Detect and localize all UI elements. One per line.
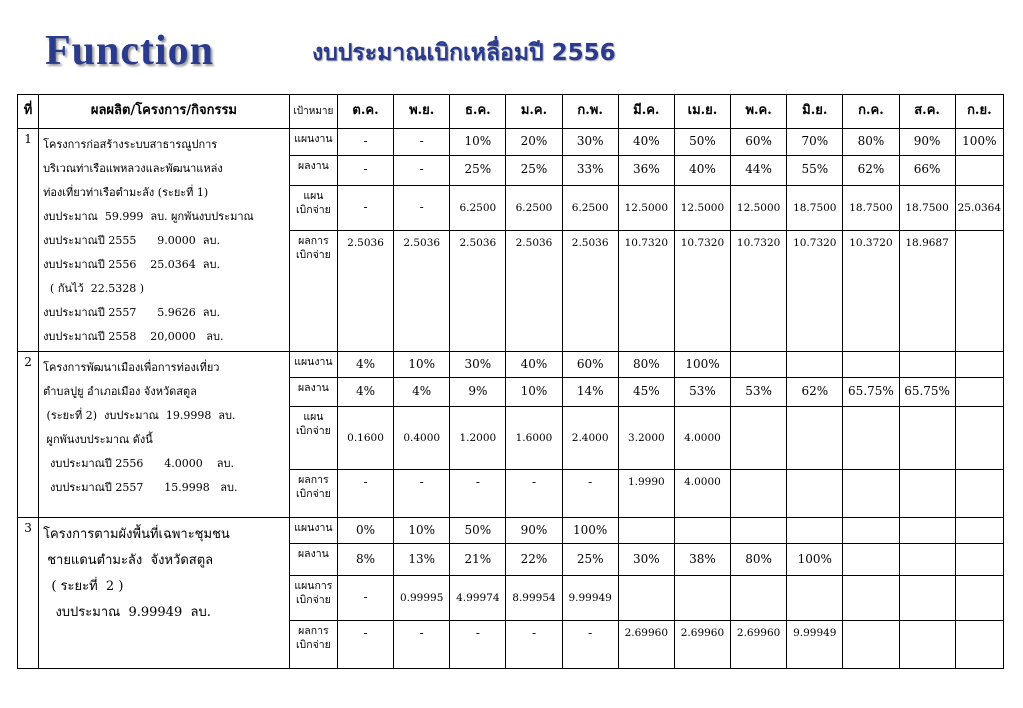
target-label: แผนงาน [289,352,337,378]
month-value-cell: 2.69960 [674,621,730,669]
header-month: ม.ค. [506,95,562,129]
month-value-cell: - [562,470,618,518]
month-value-cell: 0.99995 [394,576,450,621]
project-description-line: ผูกพันงบประมาณ ดังนี้ [43,433,153,446]
month-value-cell: 14% [562,378,618,407]
month-value-cell: 80% [731,544,787,576]
month-value-cell: - [394,155,450,185]
target-label: แผน เบิกจ่าย [289,407,337,470]
project-description-line: บริเวณท่าเรือแพหลวงและพัฒนาแหล่ง [43,162,223,175]
month-value-cell: 90% [899,129,955,156]
month-value-cell [843,407,899,470]
month-value-cell: - [506,621,562,669]
month-value-cell: 18.7500 [787,185,843,230]
month-value-cell [843,518,899,544]
month-value-cell: - [394,470,450,518]
month-value-cell: 3.2000 [618,407,674,470]
month-value-cell [731,576,787,621]
month-value-cell [899,407,955,470]
header-month: มิ.ย. [787,95,843,129]
month-value-cell: 8.99954 [506,576,562,621]
project-index: 1 [18,129,39,352]
month-value-cell [731,407,787,470]
month-value-cell: 21% [450,544,506,576]
target-label: แผนงาน [289,129,337,156]
project-description-line: งบประมาณปี 2558 20,0000 ลบ. [43,330,224,343]
month-value-cell: 2.69960 [618,621,674,669]
month-value-cell: 38% [674,544,730,576]
month-value-cell: 0.1600 [337,407,393,470]
month-value-cell: 2.5036 [450,230,506,351]
month-value-cell: 18.7500 [899,185,955,230]
month-value-cell [787,407,843,470]
month-value-cell: 6.2500 [450,185,506,230]
month-value-cell [955,352,1003,378]
month-value-cell: 65.75% [899,378,955,407]
month-value-cell [843,352,899,378]
month-value-cell: - [337,155,393,185]
month-value-cell [899,470,955,518]
project-index: 3 [18,518,39,669]
month-value-cell: 2.69960 [731,621,787,669]
month-value-cell [955,407,1003,470]
month-value-cell: 50% [450,518,506,544]
project-description-line: งบประมาณปี 2557 15.9998 ลบ. [43,481,238,494]
month-value-cell: 9% [450,378,506,407]
project-description-line: ( กันไว้ 22.5328 ) [43,282,145,295]
month-value-cell: 10.7320 [618,230,674,351]
project-index: 2 [18,352,39,518]
month-value-cell: 2.5036 [337,230,393,351]
month-value-cell: 70% [787,129,843,156]
month-value-cell: 22% [506,544,562,576]
month-value-cell: 90% [506,518,562,544]
header-month: ก.พ. [562,95,618,129]
month-value-cell: 30% [450,352,506,378]
month-value-cell: - [394,621,450,669]
target-label: ผลการ เบิกจ่าย [289,470,337,518]
project-description-line: โครงการก่อสร้างระบบสาธารณูปการ [43,138,218,151]
header-index: ที่ [18,95,39,129]
table-body [18,129,1004,669]
month-value-cell: 20% [506,129,562,156]
month-value-cell [787,352,843,378]
month-value-cell: 40% [674,155,730,185]
header-target: เป้าหมาย [289,95,337,129]
month-value-cell [731,518,787,544]
header-month: เม.ย. [674,95,730,129]
month-value-cell: 65.75% [843,378,899,407]
project-description-line: โครงการตามผังพื้นที่เฉพาะชุมชน [43,527,230,542]
month-value-cell [843,470,899,518]
page-subtitle: งบประมาณเบิกเหลื่อมปี 2556 [312,40,616,66]
month-value-cell [955,544,1003,576]
month-value-cell: 6.2500 [562,185,618,230]
month-value-cell: 80% [618,352,674,378]
month-value-cell: - [506,470,562,518]
month-value-cell [618,518,674,544]
month-value-cell: 2.5036 [562,230,618,351]
month-value-cell [787,470,843,518]
project-description-line: งบประมาณ 59.999 ลบ. ผูกพันงบประมาณ [43,210,254,223]
month-value-cell: 40% [506,352,562,378]
month-value-cell [955,230,1003,351]
month-value-cell: 100% [787,544,843,576]
project-description-line: งบประมาณ 9.99949 ลบ. [43,605,211,620]
month-value-cell: 4.99974 [450,576,506,621]
month-value-cell: 36% [618,155,674,185]
month-value-cell: 6.2500 [506,185,562,230]
month-value-cell: 62% [787,378,843,407]
month-value-cell [955,621,1003,669]
project-description-line: งบประมาณปี 2556 4.0000 ลบ. [43,457,234,470]
project-description-line: งบประมาณปี 2557 5.9626 ลบ. [43,306,221,319]
project-description [39,518,290,669]
month-value-cell: 4% [337,378,393,407]
month-value-cell [955,378,1003,407]
month-value-cell [787,518,843,544]
project-description-line: ตำบลปูยู อำเภอเมือง จังหวัดสตูล [43,385,197,398]
month-value-cell: 60% [562,352,618,378]
project-description-line: ( ระยะที่ 2 ) [43,579,124,594]
month-value-cell: - [562,621,618,669]
month-value-cell: 50% [674,129,730,156]
month-value-cell: 13% [394,544,450,576]
month-value-cell: 12.5000 [618,185,674,230]
project-description-line: (ระยะที่ 2) งบประมาณ 19.9998 ลบ. [43,409,236,422]
month-value-cell [899,352,955,378]
project-description [39,352,290,518]
month-value-cell [899,518,955,544]
month-value-cell: 25.0364 [955,185,1003,230]
month-value-cell: 2.4000 [562,407,618,470]
target-label: ผลงาน [289,155,337,185]
month-value-cell [843,544,899,576]
month-value-cell: 60% [731,129,787,156]
month-value-cell [731,352,787,378]
month-value-cell [843,621,899,669]
month-value-cell: - [450,470,506,518]
month-value-cell: - [394,129,450,156]
month-value-cell: - [337,470,393,518]
month-value-cell: 10.3720 [843,230,899,351]
month-value-cell: - [337,576,393,621]
month-value-cell [955,470,1003,518]
month-value-cell: - [394,185,450,230]
month-value-cell: 53% [674,378,730,407]
month-value-cell [674,518,730,544]
month-value-cell: 30% [618,544,674,576]
header-month: ก.ย. [955,95,1003,129]
month-value-cell: 33% [562,155,618,185]
project-description-line: โครงการพัฒนาเมืองเพื่อการท่องเที่ยว [43,361,220,374]
target-label: แผนงาน [289,518,337,544]
month-value-cell: 0% [337,518,393,544]
month-value-cell: 10.7320 [731,230,787,351]
month-value-cell: 4.0000 [674,470,730,518]
project-description-line: ท่องเที่ยวท่าเรือตำมะลัง (ระยะที่ 1) [43,186,209,199]
month-value-cell: 12.5000 [731,185,787,230]
month-value-cell: 40% [618,129,674,156]
month-value-cell: 10.7320 [674,230,730,351]
table-header-row [18,95,1004,129]
month-value-cell: 18.9687 [899,230,955,351]
month-value-cell [674,576,730,621]
project-description-line: ชายแดนตำมะลัง จังหวัดสตูล [43,553,214,568]
month-value-cell: 25% [562,544,618,576]
month-value-cell: 25% [450,155,506,185]
month-value-cell: 100% [955,129,1003,156]
month-value-cell [955,155,1003,185]
month-value-cell: 4% [337,352,393,378]
header-item: ผลผลิต/โครงการ/กิจกรรม [39,95,290,129]
table-row [18,352,1004,378]
month-value-cell: - [337,185,393,230]
header-month: พ.ค. [731,95,787,129]
month-value-cell: 9.99949 [787,621,843,669]
target-label: ผลการ เบิกจ่าย [289,621,337,669]
table-row [18,518,1004,544]
target-label: แผนการ เบิกจ่าย [289,576,337,621]
target-label: ผลงาน [289,378,337,407]
month-value-cell: 1.6000 [506,407,562,470]
project-description [39,129,290,352]
target-label: ผลการ เบิกจ่าย [289,230,337,351]
target-label: แผน เบิกจ่าย [289,185,337,230]
month-value-cell: 44% [731,155,787,185]
month-value-cell: 66% [899,155,955,185]
table-row [18,129,1004,156]
month-value-cell [899,576,955,621]
month-value-cell: 30% [562,129,618,156]
month-value-cell [843,576,899,621]
month-value-cell [899,621,955,669]
month-value-cell: 10% [394,518,450,544]
month-value-cell [787,576,843,621]
header-month: ธ.ค. [450,95,506,129]
header-month: ต.ค. [337,95,393,129]
month-value-cell: 45% [618,378,674,407]
month-value-cell: 8% [337,544,393,576]
month-value-cell: 10% [450,129,506,156]
target-label: ผลงาน [289,544,337,576]
month-value-cell [618,576,674,621]
month-value-cell: 4% [394,378,450,407]
month-value-cell: 100% [562,518,618,544]
month-value-cell: 25% [506,155,562,185]
project-description-line: งบประมาณปี 2556 25.0364 ลบ. [43,258,221,271]
month-value-cell: 9.99949 [562,576,618,621]
page-title: Function [45,28,215,74]
month-value-cell: 80% [843,129,899,156]
month-value-cell: 10% [394,352,450,378]
header-month: ก.ค. [843,95,899,129]
month-value-cell: - [337,621,393,669]
month-value-cell [955,576,1003,621]
month-value-cell: 10% [506,378,562,407]
header-month: พ.ย. [394,95,450,129]
month-value-cell: - [337,129,393,156]
month-value-cell: 2.5036 [394,230,450,351]
month-value-cell: 1.9990 [618,470,674,518]
month-value-cell [899,544,955,576]
month-value-cell: 100% [674,352,730,378]
project-description-line: งบประมาณปี 2555 9.0000 ลบ. [43,234,221,247]
month-value-cell: 62% [843,155,899,185]
budget-table [17,94,1004,669]
month-value-cell: 4.0000 [674,407,730,470]
month-value-cell: 0.4000 [394,407,450,470]
month-value-cell: - [450,621,506,669]
month-value-cell: 18.7500 [843,185,899,230]
header-month: มี.ค. [618,95,674,129]
month-value-cell [955,518,1003,544]
month-value-cell: 12.5000 [674,185,730,230]
header-month: ส.ค. [899,95,955,129]
month-value-cell: 53% [731,378,787,407]
month-value-cell: 10.7320 [787,230,843,351]
month-value-cell: 2.5036 [506,230,562,351]
month-value-cell [731,470,787,518]
month-value-cell: 1.2000 [450,407,506,470]
month-value-cell: 55% [787,155,843,185]
